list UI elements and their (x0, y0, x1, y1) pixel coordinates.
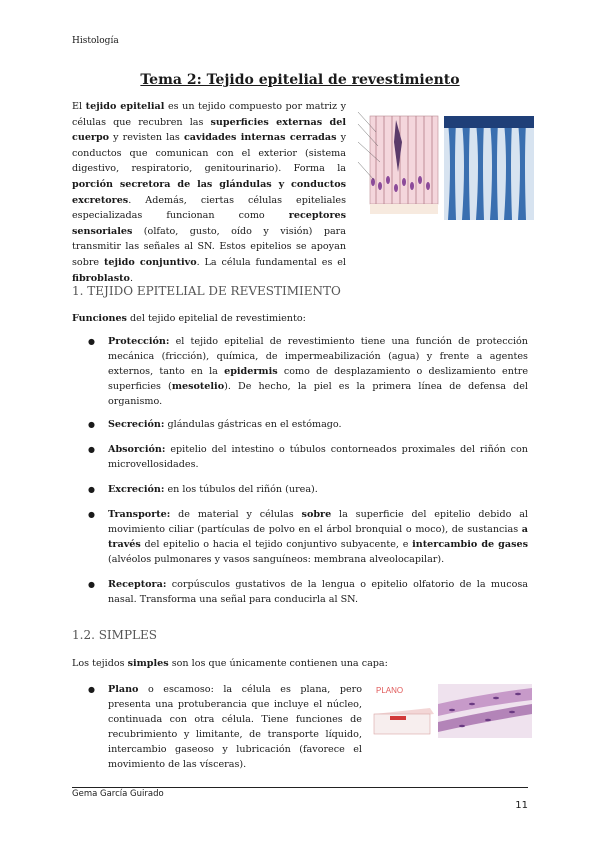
running-header: Histología (72, 36, 119, 46)
page-number: 11 (515, 800, 528, 811)
function-item-absorcion: ● Absorción: epitelio del intestino o túbulos contorneados proximales del riñón con microvellosidades. (72, 442, 528, 472)
functions-intro: Funciones del tejido epitelial de revestimiento: (72, 313, 306, 324)
function-item-excrecion: ● Excreción: en los túbulos del riñón (urea). (72, 482, 528, 497)
plano-diagram (374, 708, 434, 734)
section-heading-revestimiento: 1. TEJIDO EPITELIAL DE REVESTIMIENTO (72, 284, 341, 298)
page-title: Tema 2: Tejido epitelial de revestimiento (140, 72, 460, 88)
simples-list (72, 682, 362, 772)
plano-micrograph (438, 684, 532, 738)
simples-intro: Los tejidos simples son los que únicamente contienen una capa: (72, 658, 388, 669)
section-heading-simples: 1.2. SIMPLES (72, 628, 157, 642)
footer-rule (72, 787, 528, 788)
epithelium-diagram (356, 102, 440, 220)
function-item-secrecion: ● Secreción: glándulas gástricas en el estómago. (72, 417, 528, 432)
epithelium-figures (356, 102, 534, 220)
intro-paragraph: El tejido epitelial es un tejido compuesto por matriz y células que recubren las superficies externas del cuerpo y revisten las cavidades internas cerradas y conductos que comunican con el exterior (sistema digestivo, respiratorio, genitourinario). Forma la porción secretora de las glándulas y conductos excretores. Además, ciertas células epiteliales especializadas funcionan como receptores sensoriales (olfato, gusto, oído y visión) para transmitir las señales al SN. Estos epitelios se apoyan sobre tejido conjuntivo. La célula fundamental es el fibroblasto. (72, 101, 346, 284)
simples-item-plano: ● Plano o escamoso: la célula es plana, pero presenta una protuberancia que incluye el núcleo, continuada con otra célula. Tiene funciones de recubrimiento y limitante, de transporte líquido, intercambio gaseoso y lubricación (favorece el movimiento de las vísceras). (72, 682, 362, 772)
functions-list (72, 334, 528, 607)
function-item-proteccion: ● Protección: el tejido epitelial de revestimiento tiene una función de protección mecánica (fricción), química, de impermeabilización (agua) y frente a agentes externos, tanto en la epidermis como de desplazamiento o deslizamiento entre superficies (mesotelio). De hecho, la piel es la primera línea de defensa del organismo. (72, 334, 528, 409)
footer-author: Gema García Guirado (72, 789, 164, 799)
function-item-transporte: ● Transporte: de material y células sobre la superficie del epitelio debido al movimiento ciliar (partículas de polvo en el árbol bronquial o moco), de sustancias a través del epitelio o hacia el tejido conjuntivo subyacente, e intercambio de gases (alvéolos pulmonares y vasos sanguíneos: membrana alveolocapilar). (72, 507, 528, 567)
function-item-receptora: ● Receptora: corpúsculos gustativos de la lengua o epitelio olfatorio de la mucosa nasal. Transforma una señal para conducirla al SN. (72, 577, 528, 607)
plano-figure (372, 684, 532, 740)
plano-label: PLANO (376, 686, 404, 695)
epithelium-micrograph (444, 116, 534, 220)
